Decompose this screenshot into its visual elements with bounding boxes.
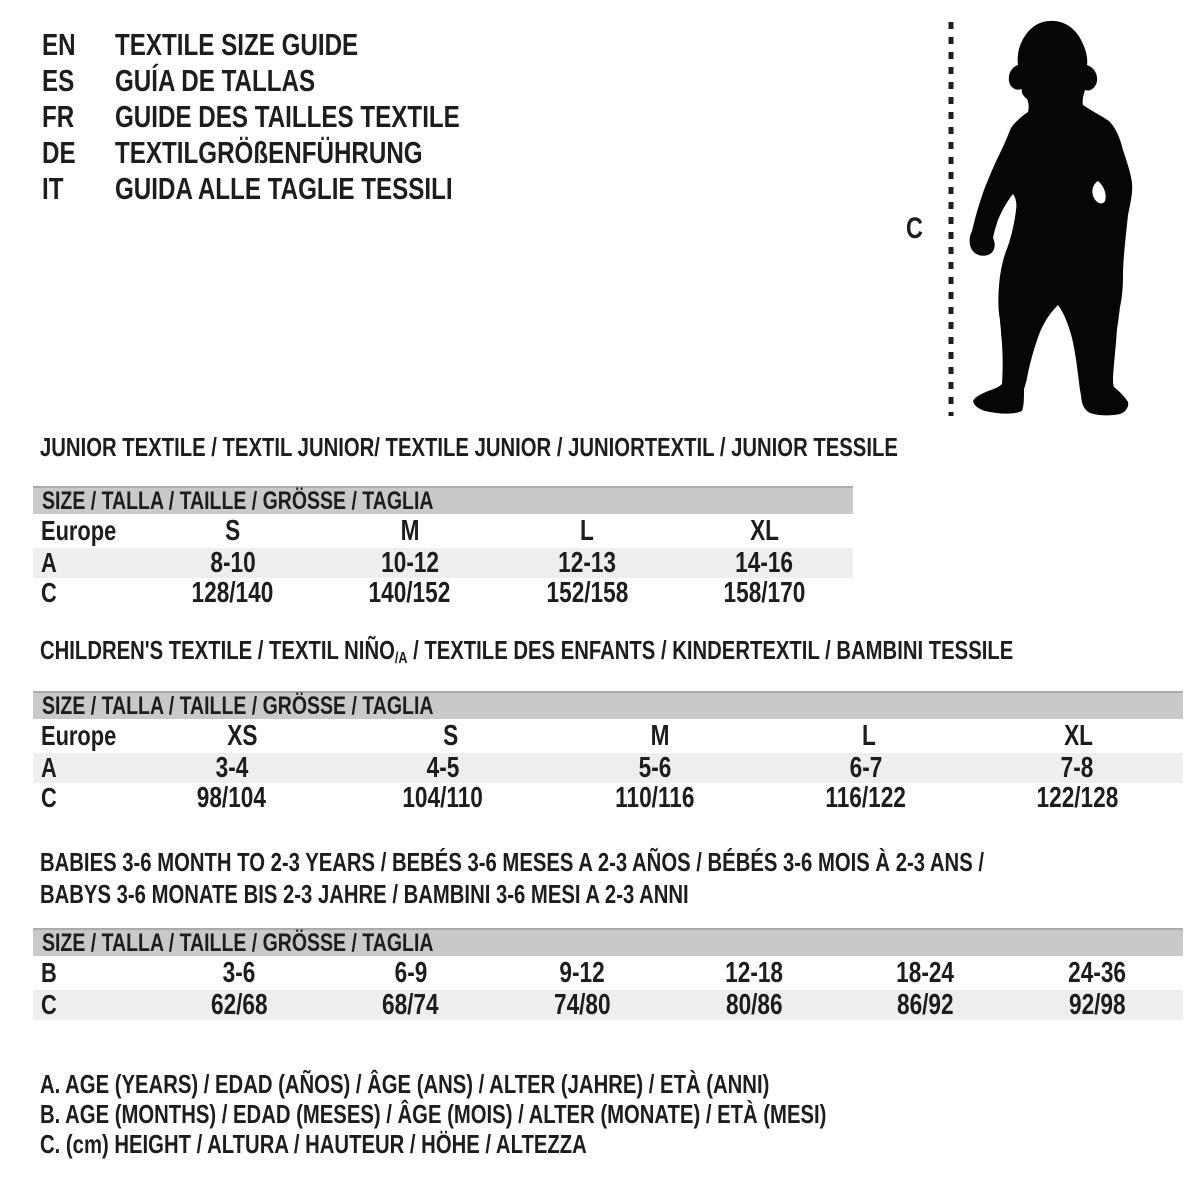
babies-heading-line2: BABYS 3-6 MONATE BIS 2-3 JAHRE / BAMBINI 3-6 MESI A 2-3 ANNI xyxy=(40,879,689,909)
value-cell: 74/80 xyxy=(553,988,611,1021)
language-code: IT xyxy=(42,171,64,206)
language-code: ES xyxy=(42,63,75,98)
babies-size-table xyxy=(33,928,1183,1020)
value-cell: 9-12 xyxy=(559,956,605,989)
language-code: FR xyxy=(42,99,75,134)
value-cell: 68/74 xyxy=(382,988,439,1021)
table-header-bar xyxy=(33,486,853,514)
table-row-europe xyxy=(33,719,1183,753)
value-cell: 86/92 xyxy=(897,988,954,1021)
legend-c-text: C. (cm) HEIGHT / ALTURA / HAUTEUR / HÖHE / ALTEZZA xyxy=(40,1128,587,1159)
children-heading-subscript: /A xyxy=(394,649,408,668)
size-header-label: SIZE / TALLA / TAILLE / GRÖSSE / TAGLIA xyxy=(42,928,434,957)
value-cell: 92/98 xyxy=(1068,988,1126,1021)
legend-line-b xyxy=(40,1099,1048,1129)
row-label: A xyxy=(41,752,57,783)
table-row-europe xyxy=(33,514,853,548)
junior-size-table xyxy=(33,486,853,608)
legend-line-a xyxy=(40,1069,1048,1099)
size-cell: M xyxy=(650,719,670,752)
value-cell: 10-12 xyxy=(380,546,439,579)
babies-section-heading xyxy=(40,846,1200,910)
children-heading-pre: CHILDREN'S TEXTILE / TEXTIL NIÑO xyxy=(40,635,395,665)
language-code: DE xyxy=(42,135,76,170)
table-header-bar xyxy=(33,691,1183,719)
value-cell: 158/170 xyxy=(723,576,806,609)
table-header-bar xyxy=(33,928,1183,956)
height-c-measurement-label: C xyxy=(906,212,923,245)
size-cell: S xyxy=(443,719,459,752)
size-header-label: SIZE / TALLA / TAILLE / GRÖSSE / TAGLIA xyxy=(42,486,434,515)
value-cell: 24-36 xyxy=(1068,956,1127,989)
table-row-age xyxy=(33,753,1183,783)
size-cell: XS xyxy=(226,719,258,752)
language-row-it xyxy=(42,171,557,207)
value-cell: 116/122 xyxy=(825,781,907,814)
value-cell: 122/128 xyxy=(1036,781,1119,814)
value-cell: 3-6 xyxy=(222,956,256,989)
language-title: GUIDA ALLE TAGLIE TESSILI xyxy=(115,171,453,206)
value-cell: 6-9 xyxy=(394,956,427,989)
value-cell: 18-24 xyxy=(896,956,955,989)
size-cell: L xyxy=(580,514,595,547)
size-cell: XL xyxy=(749,514,779,547)
row-label: Europe xyxy=(41,720,117,751)
value-cell: 6-7 xyxy=(849,751,883,784)
value-cell: 152/158 xyxy=(546,576,629,609)
size-header-label: SIZE / TALLA / TAILLE / GRÖSSE / TAGLIA xyxy=(42,691,434,720)
value-cell: 128/140 xyxy=(191,576,274,609)
children-section-heading xyxy=(40,634,1200,674)
value-cell: 98/104 xyxy=(197,781,267,814)
table-row-height xyxy=(33,783,1183,813)
toddler-silhouette xyxy=(970,21,1133,415)
table-row-height xyxy=(33,990,1183,1020)
value-cell: 140/152 xyxy=(368,576,451,609)
language-code: EN xyxy=(42,27,76,62)
value-cell: 104/110 xyxy=(402,781,484,814)
value-cell: 80/86 xyxy=(725,988,783,1021)
value-cell: 8-10 xyxy=(209,546,256,579)
row-label: C xyxy=(41,782,57,813)
value-cell: 62/68 xyxy=(210,988,268,1021)
value-cell: 5-6 xyxy=(638,751,671,784)
toddler-silhouette-figure xyxy=(880,0,1200,430)
language-title: GUIDE DES TAILLES TEXTILE xyxy=(115,99,460,134)
value-cell: 7-8 xyxy=(1060,751,1094,784)
language-title: TEXTILGRÖßENFÜHRUNG xyxy=(115,135,423,170)
size-cell: M xyxy=(400,514,420,547)
language-row-en xyxy=(42,27,557,63)
babies-heading-line1: BABIES 3-6 MONTH TO 2-3 YEARS / BEBÉS 3-6 MESES A 2-3 AÑOS / BÉBÉS 3-6 MOIS À 2-3 ANS / xyxy=(40,847,984,877)
table-row-age xyxy=(33,548,853,578)
value-cell: 3-4 xyxy=(215,751,249,784)
language-title: GUÍA DE TALLAS xyxy=(115,63,316,98)
language-row-fr xyxy=(42,99,557,135)
value-cell: 14-16 xyxy=(735,546,794,579)
size-cell: L xyxy=(862,719,877,752)
children-heading-text xyxy=(40,634,1013,674)
size-cell: S xyxy=(225,514,241,547)
value-cell: 12-13 xyxy=(558,546,617,579)
language-title: TEXTILE SIZE GUIDE xyxy=(115,27,359,62)
value-cell: 110/116 xyxy=(614,781,695,814)
junior-section-heading xyxy=(40,431,1140,463)
children-size-table xyxy=(33,691,1183,813)
language-title-list xyxy=(42,27,557,207)
row-label: Europe xyxy=(41,515,117,546)
row-label: B xyxy=(41,957,57,988)
row-label: A xyxy=(41,547,57,578)
legend-b-text: B. AGE (MONTHS) / EDAD (MESES) / ÂGE (MOIS) / ALTER (MONATE) / ETÀ (MESI) xyxy=(40,1098,827,1129)
value-cell: 12-18 xyxy=(724,956,783,989)
size-cell: XL xyxy=(1063,719,1093,752)
legend-line-c xyxy=(40,1129,1048,1159)
legend-a-text: A. AGE (YEARS) / EDAD (AÑOS) / ÂGE (ANS) / ALTER (JAHRE) / ETÀ (ANNI) xyxy=(40,1068,770,1099)
language-row-de xyxy=(42,135,557,171)
row-label: C xyxy=(41,989,57,1020)
value-cell: 4-5 xyxy=(426,751,460,784)
table-row-height xyxy=(33,578,853,608)
row-label: C xyxy=(41,577,57,608)
children-heading-post: / TEXTILE DES ENFANTS / KINDERTEXTIL / BAMBINI TESSILE xyxy=(407,635,1014,665)
table-row-months xyxy=(33,956,1183,990)
junior-heading-text: JUNIOR TEXTILE / TEXTIL JUNIOR/ TEXTILE JUNIOR / JUNIORTEXTIL / JUNIOR TESSILE xyxy=(40,432,898,462)
language-row-es xyxy=(42,63,557,99)
measurement-legend xyxy=(40,1069,1048,1159)
